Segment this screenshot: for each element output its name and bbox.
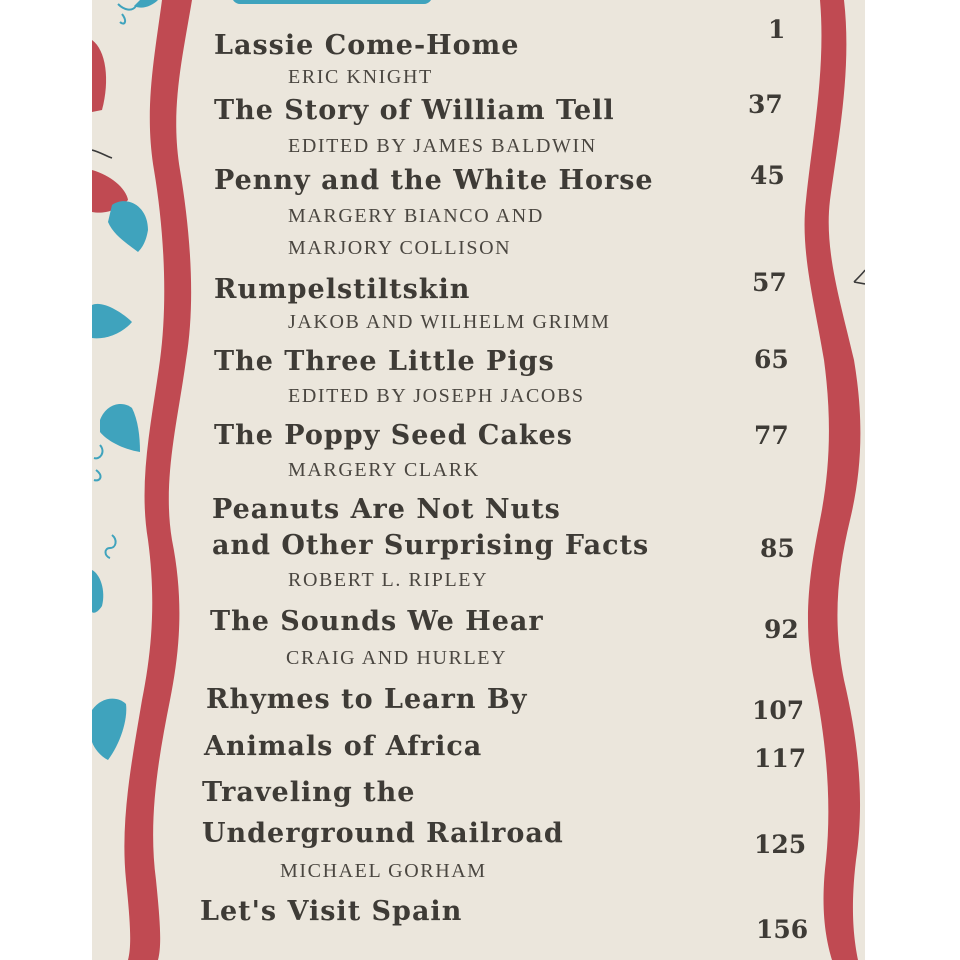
entry-title[interactable]: Let's Visit Spain (200, 896, 463, 927)
entry-title[interactable]: Rhymes to Learn By (206, 684, 528, 715)
entry-title[interactable]: Animals of Africa (204, 731, 483, 762)
entry-page-number: 37 (748, 90, 783, 119)
entry-page-number: 107 (752, 696, 805, 725)
entry-title-line[interactable]: Traveling the (202, 777, 416, 808)
entry-page-number: 156 (756, 915, 809, 944)
entry-title[interactable]: The Poppy Seed Cakes (214, 420, 573, 451)
entry-author: ERIC KNIGHT (288, 66, 433, 88)
entry-page-number: 45 (750, 161, 785, 190)
entry-title-line[interactable]: Peanuts Are Not Nuts (212, 494, 561, 525)
entry-page-number: 57 (752, 268, 787, 297)
table-of-contents (92, 0, 865, 960)
entry-title[interactable]: The Sounds We Hear (210, 606, 544, 637)
entry-page-number: 65 (754, 345, 789, 374)
entry-author: MARGERY CLARK (288, 459, 480, 481)
entry-page-number: 77 (754, 421, 789, 450)
entry-title[interactable]: The Story of William Tell (214, 95, 615, 126)
book-page (92, 0, 865, 960)
entry-title-line[interactable]: Underground Railroad (202, 818, 564, 849)
entry-title[interactable]: Penny and the White Horse (214, 165, 654, 196)
entry-author: MICHAEL GORHAM (280, 860, 487, 882)
entry-page-number: 85 (760, 534, 795, 563)
entry-title[interactable]: The Three Little Pigs (214, 346, 555, 377)
entry-author: EDITED BY JAMES BALDWIN (288, 135, 597, 157)
entry-title-line[interactable]: and Other Surprising Facts (212, 530, 650, 561)
entry-author-line: MARJORY COLLISON (288, 237, 512, 259)
entry-page-number: 125 (754, 830, 807, 859)
entry-page-number: 117 (754, 744, 807, 773)
entry-title[interactable]: Lassie Come-Home (214, 30, 520, 61)
entry-author: ROBERT L. RIPLEY (288, 569, 489, 591)
entry-author: JAKOB AND WILHELM GRIMM (288, 311, 611, 333)
entry-page-number: 1 (768, 15, 786, 44)
entry-page-number: 92 (764, 615, 799, 644)
entry-author: CRAIG AND HURLEY (286, 647, 508, 669)
entry-author: EDITED BY JOSEPH JACOBS (288, 385, 585, 407)
entry-title[interactable]: Rumpelstiltskin (214, 274, 471, 305)
entry-author-line: MARGERY BIANCO AND (288, 205, 544, 227)
